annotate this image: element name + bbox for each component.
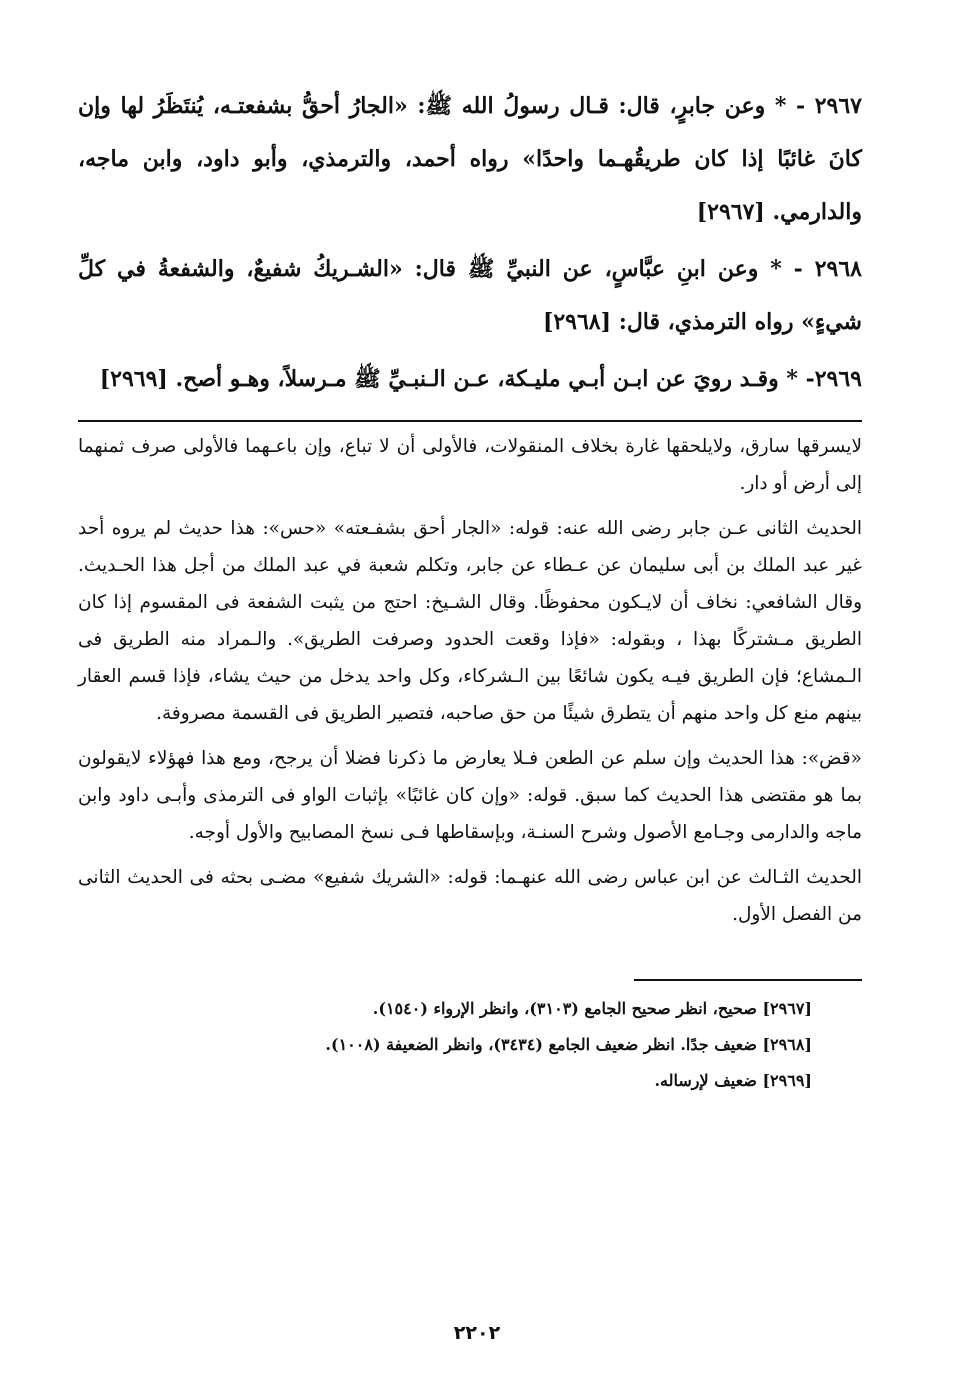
page-body [78,80,862,1099]
hadith-2969: ٢٩٦٩- * وقـد رويَ عن ابـن أبـي مليـكة، عـن الـنبـيِّ ﷺ مـرسلاً، وهـو أصح. [٢٩٦٩] [99,366,862,392]
commentary-paragraph-4: الحديث الثـالث عن ابن عباس رضى الله عنهـما: قوله: «الشريك شفيع» مضـى بحثه فى الحديث الثانى من الفصل الأول. [78,867,862,925]
commentary-paragraph-1: لايسرقها سارق، ولايلحقها غارة بخلاف المنقولات، فالأولى أن لا تباع، وإن باعـهما فالأولى صرف ثمنهما إلى أرض أو دار. [78,436,862,494]
hadith-2968: ٢٩٦٨ - * وعن ابنِ عبَّاسٍ، عن النبيِّ ﷺ قال: «الشـريكُ شفيعٌ، والشفعةُ في كلِّ شيءٍ» رواه الترمذي، قال: [٢٩٦٨] [78,256,862,335]
footnote-2968: [٢٩٦٨] ضعيف جدًا. انظر ضعيف الجامع (٣٤٣٤)، وانظر الضعيفة (١٠٠٨). [325,1035,812,1054]
commentary-section [78,428,862,933]
footnote-2969: [٢٩٦٩] ضعيف لإرساله. [654,1071,812,1090]
hadith-section [78,80,862,406]
footnotes [78,991,862,1099]
hadith-2967: ٢٩٦٧ - * وعن جابرٍ، قال: قـال رسولُ الله ﷺ: «الجارُ أحقُّ بشفعتـه، يُنتَظَرُ لها وإن كانَ غائبًا إذا كان طريقُهـما واحدًا» رواه أحمد، والترمذي، وأبو داود، وابن ماجه، والدارمي. [٢٩٦٧] [78,93,862,225]
commentary-paragraph-3: «قض»: هذا الحديث وإن سلم عن الطعن فـلا يعارض ما ذكرنا فضلا أن يرجح، ومع هذا فهؤلاء لايقولون بما هو مقتضى هذا الحديث كما سبق. قوله: «وإن كان غائبًا» بإثبات الواو فى الترمذى وأبـى داود وابن ماجه والدارمى وجـامع الأصول وشرح السنـة، وبإسقاطها فـى نسخ المصابيح والأول أوجه. [78,748,862,843]
section-divider [78,420,862,422]
commentary-paragraph-2: الحديث الثانى عـن جابر رضى الله عنه: قوله: «الجار أحق بشفـعته» «حس»: هذا حديث لم يروه أحد غير عبد الملك بن أبى سليمان عن عـطاء عن جابر، وتكلم شعبة في عبد الملك من أجل هذا الحـديث. وقال الشافعي: نخاف أن لايـكون محفوظًا. وقال الشـيخ: احتج من يثبت الشفعة فى المقسوم إذا كان الطريق مـشتركًا بهذا ، وبقوله: «فإذا وقعت الحدود وصرفت الطريق». والـمراد منه الطريق فى الـمشاع؛ فإن الطريق فيـه يكون شائعًا بين الـشركاء، وكل واحد يدخل من حيث يشاء، فإذا قسم العقار بينهم منع كل واحد منهم أن يتطرق شيئًا من حق صاحبه، فتصير الطريق فى القسمة مصروفة. [78,518,862,724]
page-number: ٢٢٠٢ [453,1322,501,1344]
footnote-divider [634,979,862,981]
footnote-2967: [٢٩٦٧] صحيح، انظر صحيح الجامع (٣١٠٣)، وانظر الإرواء (١٥٤٠). [372,999,812,1018]
